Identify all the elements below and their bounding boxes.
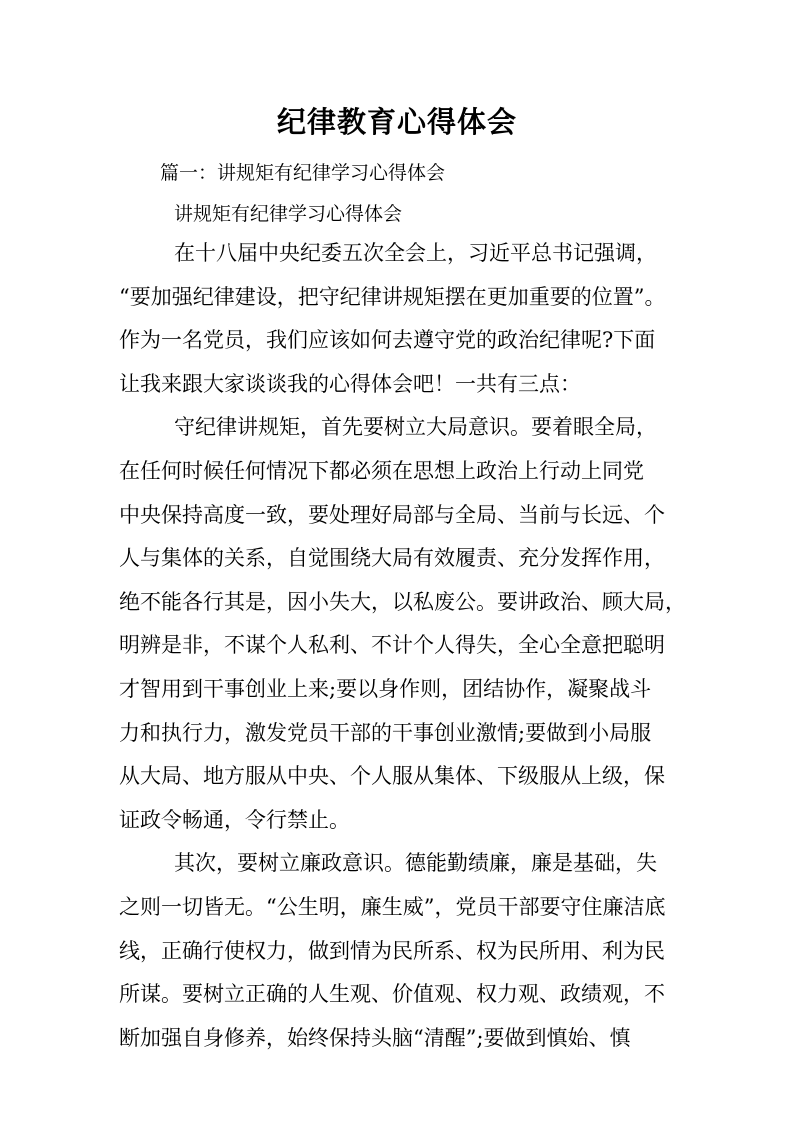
text-line: 之则一切皆无。“公生明，廉生威”，党员干部要守住廉洁底 <box>119 894 666 919</box>
text-line: 证政令畅通，令行禁止。 <box>119 807 350 832</box>
paragraph-integrity <box>119 842 679 1060</box>
document-title: 纪律教育心得体会 <box>276 105 517 139</box>
text-line: 绝不能各行其是，因小失大，以私废公。要讲政治、顾大局， <box>119 589 686 614</box>
article-subtitle: 讲规矩有纪律学习心得体会 <box>174 203 403 225</box>
text-line: 作为一名党员，我们应该如何去遵守党的政治纪律呢?下面 <box>119 328 656 353</box>
text-line: 力和执行力，激发党员干部的干事创业激情;要做到小局服 <box>119 720 652 745</box>
text-line: 所谋。要树立正确的人生观、价值观、权力观、政绩观，不 <box>119 982 665 1007</box>
text-line: 其次，要树立廉政意识。德能勤绩廉，廉是基础，失 <box>174 851 657 876</box>
text-line: 从大局、地方服从中央、个人服从集体、下级服从上级，保 <box>119 764 665 789</box>
paragraph-big-picture <box>119 406 686 842</box>
text-line: 才智用到干事创业上来;要以身作则，团结协作，凝聚战斗 <box>119 676 652 701</box>
body-text <box>119 232 686 1060</box>
text-line: 在任何时候任何情况下都必须在思想上政治上行动上同党 <box>119 458 644 483</box>
paragraph-intro <box>119 232 679 406</box>
text-line: “要加强纪律建设，把守纪律讲规矩摆在更加重要的位置”。 <box>119 284 666 309</box>
text-line: 人与集体的关系，自觉围绕大局有效履责、充分发挥作用， <box>119 546 665 571</box>
text-line: 让我来跟大家谈谈我的心得体会吧！一共有三点： <box>119 371 581 396</box>
text-line: 线，正确行使权力，做到情为民所系、权为民所用、利为民 <box>119 938 665 963</box>
text-line: 中央保持高度一致，要处理好局部与全局、当前与长远、个 <box>119 502 665 527</box>
text-line: 在十八届中央纪委五次全会上，习近平总书记强调， <box>174 241 657 265</box>
text-line: 明辨是非，不谋个人私利、不计个人得失，全心全意把聪明 <box>119 633 665 658</box>
section-heading: 篇一：讲规矩有纪律学习心得体会 <box>160 162 446 184</box>
text-line: 断加强自身修养，始终保持头脑“清醒”;要做到慎始、慎 <box>119 1025 631 1050</box>
text-line: 守纪律讲规矩，首先要树立大局意识。要着眼全局， <box>174 415 657 440</box>
